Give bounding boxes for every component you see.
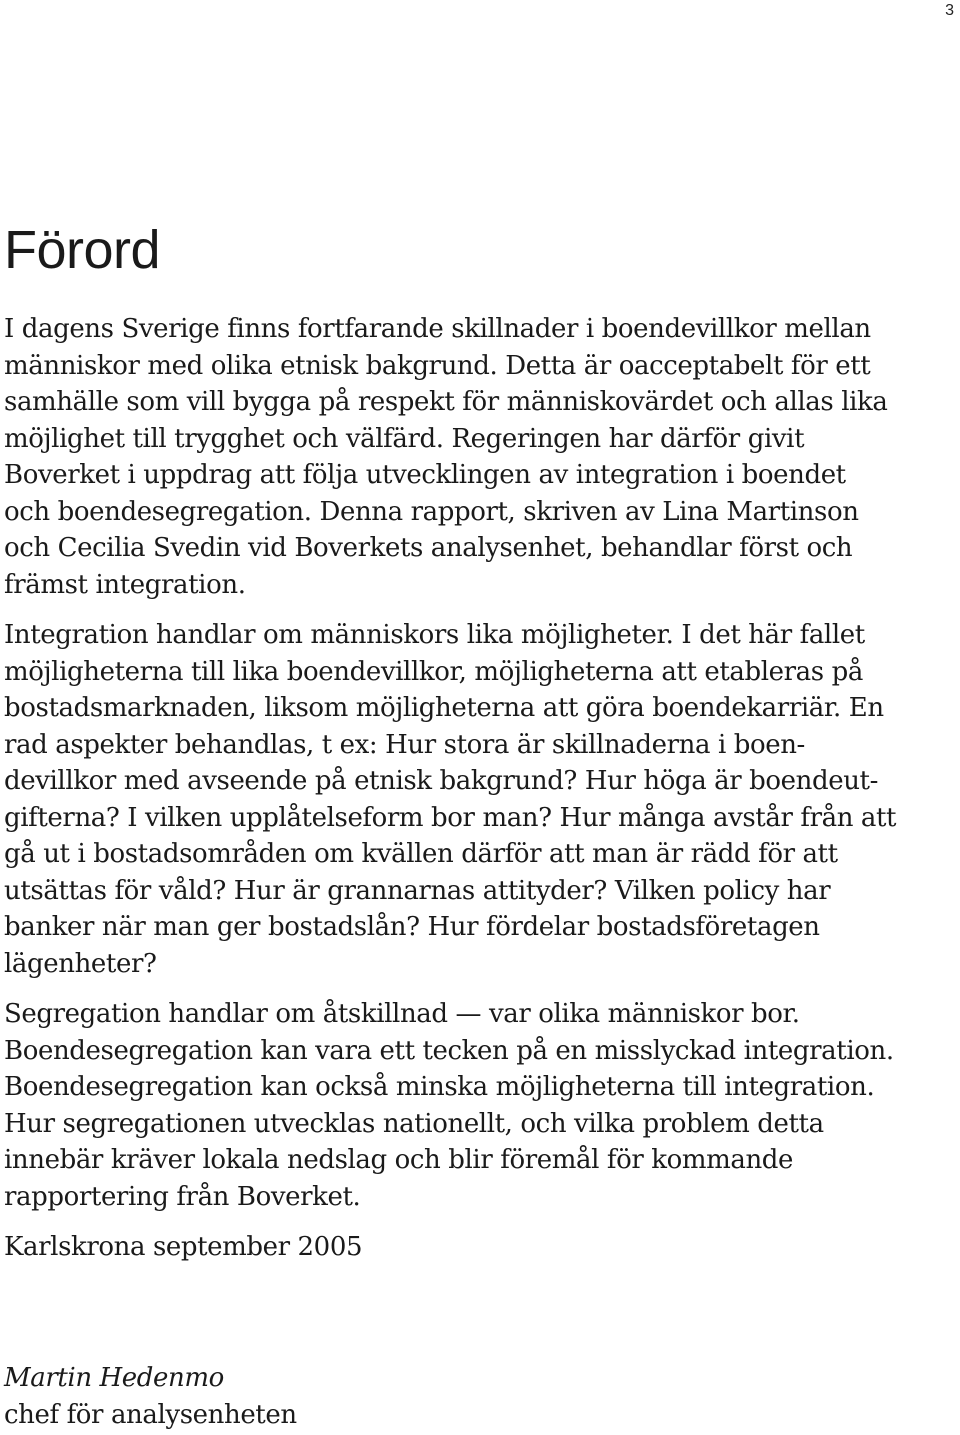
- text-line: Segregation handlar om åtskillnad — var olika människor bor.: [4, 999, 800, 1029]
- text-line: banker när man ger bostadslån? Hur fördelar bostadsföretagen: [4, 912, 820, 942]
- text-line: Hur segregationen utvecklas nationellt, och vilka problem detta: [4, 1108, 824, 1139]
- text-line: samhälle som vill bygga på respekt för människovärdet och allas lika: [4, 387, 888, 417]
- text-line: Boendesegregation kan också minska möjligheterna till integration.: [4, 1072, 875, 1102]
- foreword-body: [4, 311, 944, 1266]
- text-line: bostadsmarknaden, liksom möjligheterna att göra boendekarriär. En: [4, 693, 884, 723]
- text-line: Boverket i uppdrag att följa utvecklingen av integration i boendet: [4, 460, 846, 490]
- text-line: människor med olika etnisk bakgrund. Detta är oacceptabelt för ett: [4, 350, 871, 381]
- text-line: gifterna? I vilken upplåtelseform bor man? Hur många avstår från att: [4, 802, 897, 833]
- text-line: möjligheterna till lika boendevillkor, möjligheterna att etableras på: [4, 656, 863, 687]
- signature-role: chef för analysenheten: [4, 1399, 297, 1430]
- text-line: devillkor med avseende på etnisk bakgrund? Hur höga är boendeut-: [4, 766, 878, 796]
- text-line: rad aspekter behandlas, t ex: Hur stora är skillnaderna i boen-: [4, 729, 805, 760]
- paragraph-1: [4, 311, 944, 603]
- text-line: lägenheter?: [4, 948, 157, 979]
- signature-block: [4, 1360, 297, 1433]
- page-number: 3: [945, 2, 954, 19]
- text-line: möjlighet till trygghet och välfärd. Regeringen har därför givit: [4, 423, 805, 454]
- text-line: gå ut i bostadsområden om kvällen därför att man är rädd för att: [4, 839, 838, 869]
- text-line: Integration handlar om människors lika möjligheter. I det här fallet: [4, 620, 865, 650]
- signature-name: Martin Hedenmo: [4, 1363, 224, 1393]
- text-line: I dagens Sverige finns fortfarande skillnader i boendevillkor mellan: [4, 314, 871, 344]
- page-title: Förord: [4, 220, 161, 280]
- text-line: och Cecilia Svedin vid Boverkets analysenhet, behandlar först och: [4, 533, 853, 563]
- text-line: rapportering från Boverket.: [4, 1181, 361, 1212]
- paragraph-2: [4, 617, 944, 982]
- text-line: innebär kräver lokala nedslag och blir föremål för kommande: [4, 1145, 794, 1175]
- text-line: och boendesegregation. Denna rapport, skriven av Lina Martinson: [4, 496, 859, 527]
- text-line: utsättas för våld? Hur är grannarnas attityder? Vilken policy har: [4, 875, 831, 906]
- text-line: främst integration.: [4, 569, 246, 600]
- place-date: Karlskrona september 2005: [4, 1232, 363, 1262]
- paragraph-3: [4, 996, 944, 1215]
- text-line: Boendesegregation kan vara ett tecken på en misslyckad integration.: [4, 1035, 894, 1066]
